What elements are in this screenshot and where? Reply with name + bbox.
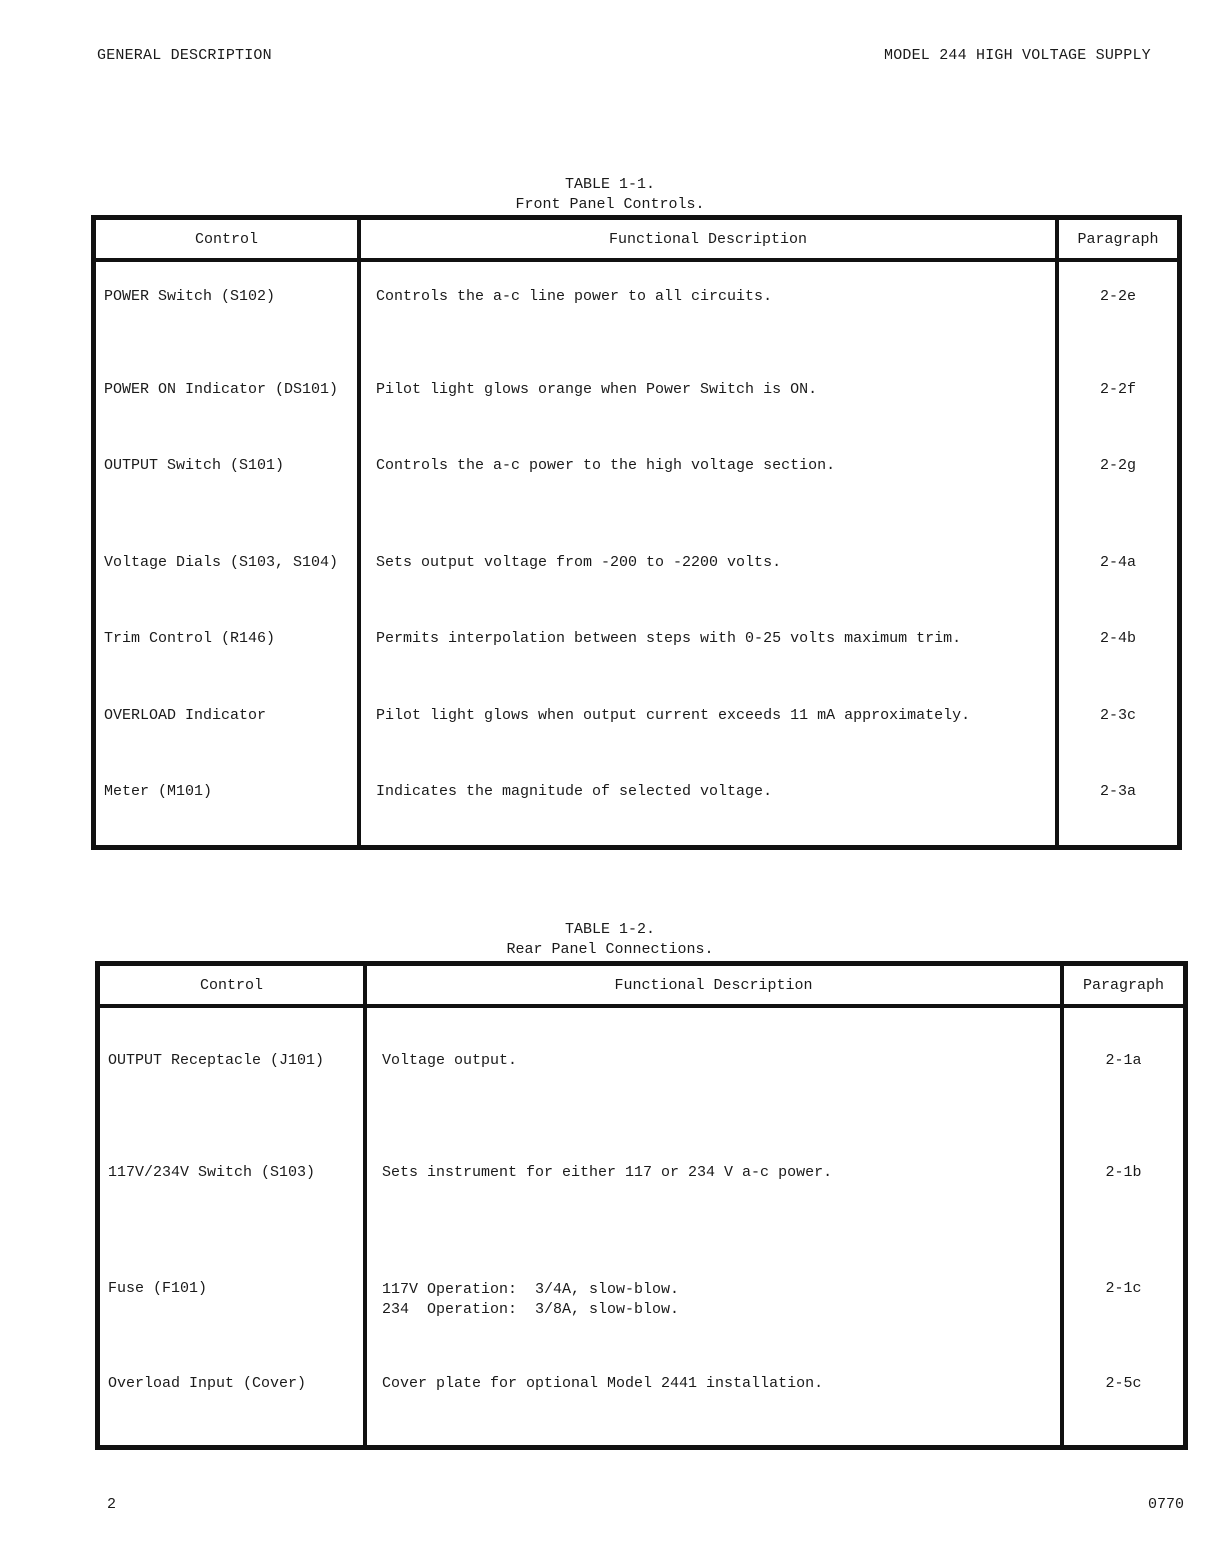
paragraph-cell: 2-1b: [1062, 1121, 1183, 1237]
description-cell: Permits interpolation between steps with 0-25 volts maximum trim.: [359, 604, 1057, 681]
control-cell: Voltage Dials (S103, S104): [104, 554, 339, 571]
paragraph-cell: 2-4b: [1057, 604, 1177, 681]
paragraph-cell: 2-1c: [1062, 1237, 1183, 1332]
table2-number: TABLE 1-2.: [564, 921, 655, 938]
paragraph-cell: 2-2e: [1057, 260, 1177, 354]
table-header-row: [96, 220, 1177, 260]
control-cell: OUTPUT Receptacle (J101): [108, 1052, 325, 1069]
paragraph-cell: 2-2f: [1057, 354, 1177, 431]
paragraph-cell: 2-1a: [1062, 1006, 1183, 1121]
table1-title: Front Panel Controls.: [515, 196, 705, 213]
column-header-control: Control: [100, 966, 365, 1006]
description-cell: Voltage output.: [365, 1006, 1062, 1121]
table1-number: TABLE 1-1.: [564, 176, 655, 193]
paragraph-cell: 2-4a: [1057, 528, 1177, 604]
table1-caption: [0, 175, 1220, 215]
paragraph-cell: 2-3c: [1057, 681, 1177, 757]
column-header-paragraph: Paragraph: [1062, 966, 1183, 1006]
table-header-row: [100, 966, 1183, 1006]
description-cell: Controls the a-c line power to all circuits.: [359, 260, 1057, 354]
table-row: [100, 1237, 1183, 1332]
column-header-control: Control: [96, 220, 359, 260]
table2-caption: [0, 920, 1220, 960]
table-row: [100, 1332, 1183, 1445]
column-header-description: Functional Description: [365, 966, 1062, 1006]
page-number: 2: [107, 1496, 117, 1513]
control-cell: POWER ON Indicator (DS101): [104, 381, 339, 398]
table-row: [100, 1006, 1183, 1121]
paragraph-cell: 2-3a: [1057, 757, 1177, 845]
description-cell: Sets instrument for either 117 or 234 V a-c power.: [365, 1121, 1062, 1237]
table-row: [96, 354, 1177, 431]
control-cell: Trim Control (R146): [104, 630, 276, 647]
description-cell: Cover plate for optional Model 2441 installation.: [365, 1332, 1062, 1445]
control-cell: POWER Switch (S102): [104, 288, 276, 305]
control-cell: Overload Input (Cover): [108, 1375, 307, 1392]
table-row: [96, 604, 1177, 681]
description-cell: Controls the a-c power to the high voltage section.: [359, 431, 1057, 528]
table-row: [96, 757, 1177, 845]
column-header-paragraph: Paragraph: [1057, 220, 1177, 260]
table-row: [96, 260, 1177, 354]
header-model-title: MODEL 244 HIGH VOLTAGE SUPPLY: [884, 47, 1151, 64]
paragraph-cell: 2-2g: [1057, 431, 1177, 528]
table-row: [96, 431, 1177, 528]
description-cell: Sets output voltage from -200 to -2200 volts.: [359, 528, 1057, 604]
table-row: [96, 528, 1177, 604]
front-panel-controls-table: [91, 215, 1182, 850]
control-cell: 117V/234V Switch (S103): [108, 1164, 316, 1181]
control-cell: OUTPUT Switch (S101): [104, 457, 285, 474]
table-row: [96, 681, 1177, 757]
rear-panel-connections-table: [95, 961, 1188, 1450]
document-code: 0770: [1148, 1496, 1185, 1513]
paragraph-cell: 2-5c: [1062, 1332, 1183, 1445]
header-section-title: GENERAL DESCRIPTION: [97, 47, 272, 64]
table2-title: Rear Panel Connections.: [506, 941, 714, 958]
description-cell: Pilot light glows when output current exceeds 11 mA approximately.: [359, 681, 1057, 757]
column-header-description: Functional Description: [359, 220, 1057, 260]
description-cell: 117V Operation: 3/4A, slow-blow. 234 Operation: 3/8A, slow-blow.: [365, 1237, 1062, 1332]
description-cell: Pilot light glows orange when Power Switch is ON.: [359, 354, 1057, 431]
description-cell: Indicates the magnitude of selected voltage.: [359, 757, 1057, 845]
table-row: [100, 1121, 1183, 1237]
control-cell: Fuse (F101): [108, 1280, 208, 1297]
control-cell: OVERLOAD Indicator: [104, 707, 267, 724]
control-cell: Meter (M101): [104, 783, 213, 800]
